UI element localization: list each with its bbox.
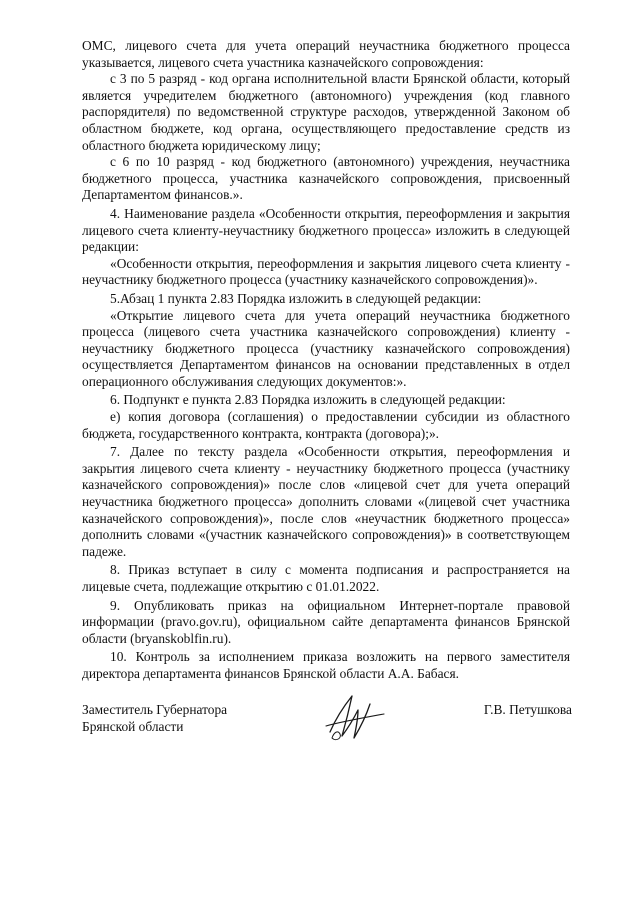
paragraph-continuation: ОМС, лицевого счета для учета операций неучастника бюджетного процесса указывается, лицевого счета участника казначейского сопровождения: [82, 38, 570, 70]
paragraph-item-7: 7. Далее по тексту раздела «Особенности открытия, переоформления и закрытия лицевого счета клиенту - неучастнику бюджетного процесса (участнику казначейского сопровождения)» после слов «лицевой счет для учета операций неучастника бюджетного процесса» дополнить словами «(лицевой счет участника казначейского сопровождения)», после слов «неучастник бюджетного процесса» дополнить словами «(участник казначейского сопровождения)» в соответствующем падеже. [82, 444, 570, 559]
paragraph-item-5: 5.Абзац 1 пункта 2.83 Порядка изложить в следующей редакции: [110, 290, 482, 306]
signatory-position-line2: Брянской области [82, 718, 184, 734]
paragraph-subitem-e: е) копия договора (соглашения) о предоставлении субсидии из областного бюджета, государственного контракта, контракта (договора);». [82, 409, 570, 441]
paragraph-section-title-quote: «Особенности открытия, переоформления и закрытия лицевого счета клиенту - неучастнику бюджетного процесса (участнику казначейского сопровождения)». [82, 255, 570, 288]
paragraph-digits-3-5: с 3 по 5 разряд - код органа исполнительной власти Брянской области, который является учредителем бюджетного (автономного) учреждения (код главного распорядителя) по ведомственной структуре расходов, утвержденной Законом об областном бюджете, код органа, осуществляющего предоставление средств из областного бюджета юридическому лицу; [82, 71, 570, 153]
paragraph-item-6: 6. Подпункт е пункта 2.83 Порядка изложить в следующей редакции: [110, 392, 506, 408]
paragraph-opening-quote: «Открытие лицевого счета для учета операций неучастника бюджетного процесса (лицевого счета участника казначейского сопровождения) клиенту - неучастнику бюджетного процесса (участнику казначейского сопровождения) осуществляется Департаментом финансов на основании представленных в отдел операционного обслуживания следующих документов:». [82, 307, 570, 389]
signatory-position [82, 702, 227, 735]
signatory-name: Г.В. Петушкова [483, 702, 572, 717]
paragraph-item-4: 4. Наименование раздела «Особенности открытия, переоформления и закрытия лицевого счета клиенту-неучастнику бюджетного процесса» изложить в следующей редакции: [82, 205, 570, 255]
handwritten-signature-icon [322, 688, 392, 744]
paragraph-item-10: 10. Контроль за исполнением приказа возложить на первого заместителя директора департамента финансов Брянской области А.А. Бабася. [82, 649, 570, 681]
document-body [82, 38, 570, 683]
signature-block [82, 702, 572, 742]
paragraph-item-8: 8. Приказ вступает в силу с момента подписания и распространяется на лицевые счета, подлежащие открытию с 01.01.2022. [82, 562, 570, 594]
paragraph-digits-6-10: с 6 по 10 разряд - код бюджетного (автономного) учреждения, неучастника бюджетного процесса, участника казначейского сопровождения, присвоенный Департаментом финансов.». [82, 154, 570, 203]
paragraph-item-9: 9. Опубликовать приказ на официальном Интернет-портале правовой информации (pravo.gov.ru), официальном сайте департамента финансов Брянской области (bryanskoblfin.ru). [82, 597, 570, 646]
signatory-position-line1: Заместитель Губернатора [82, 702, 228, 717]
